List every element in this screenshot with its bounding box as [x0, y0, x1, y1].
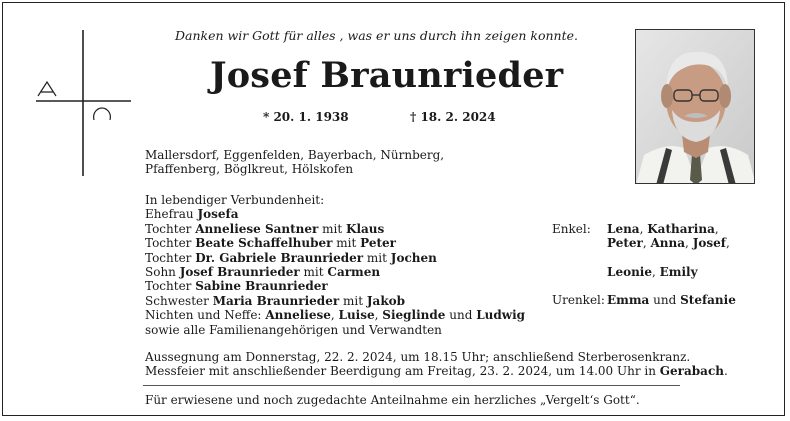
- great-grandchildren-label: Urenkel:: [552, 293, 605, 307]
- family-line-sister: Schwester Maria Braunrieder mit Jakob: [145, 293, 406, 308]
- grandchildren-line-1: Lena, Katharina,: [607, 222, 719, 236]
- motto: Danken wir Gott für alles , was er uns durch ihn zeigen konnte.: [175, 28, 579, 43]
- death-date: † 18. 2. 2024: [410, 110, 496, 124]
- family-list: [145, 193, 525, 337]
- family-intro: In lebendiger Verbundenheit:: [145, 193, 325, 207]
- omega-glyph: [94, 108, 111, 120]
- grandchildren-label: Enkel:: [552, 222, 591, 236]
- family-line-daughter-4: Tochter Sabine Braunrieder: [145, 279, 328, 294]
- portrait-photo: [635, 29, 755, 184]
- thanks-line: Für erwiesene und noch zugedachte Anteilnahme ein herzliches „Vergelt‘s Gott“.: [145, 393, 640, 407]
- family-line-son: Sohn Josef Braunrieder mit Carmen: [145, 265, 381, 280]
- family-line-daughter-2: Tochter Beate Schaffelhuber mit Peter: [145, 236, 397, 251]
- service-line-1: Aussegnung am Donnerstag, 22. 2. 2024, um 18.15 Uhr; anschließend Sterberosenkranz.: [145, 350, 691, 364]
- service-line-2: Messfeier mit anschließender Beerdigung am Freitag, 23. 2. 2024, um 14.00 Uhr in Gerabach.: [145, 364, 728, 378]
- places-line-2: Pfaffenberg, Böglkreut, Hölskofen: [145, 162, 354, 176]
- grandchildren-line-3: Leonie, Emily: [607, 265, 698, 279]
- family-line-wife: Ehefrau Josefa: [145, 207, 239, 222]
- great-grandchildren-names: Emma und Stefanie: [607, 293, 736, 307]
- deceased-name: Josef Braunrieder: [210, 55, 564, 96]
- places-line-1: Mallersdorf, Eggenfelden, Bayerbach, Nürnberg,: [145, 148, 445, 162]
- portrait-image: [636, 30, 755, 184]
- family-line-daughter-3: Tochter Dr. Gabriele Braunrieder mit Jochen: [145, 250, 437, 265]
- family-line-relatives: sowie alle Familienangehörigen und Verwandten: [145, 322, 442, 337]
- divider: [143, 385, 680, 386]
- family-line-daughter-1: Tochter Anneliese Santner mit Klaus: [145, 221, 385, 236]
- grandchildren-line-2: Peter, Anna, Josef,: [607, 236, 730, 250]
- alpha-glyph: [38, 82, 56, 96]
- birth-date: * 20. 1. 1938: [263, 110, 349, 124]
- cross-symbol: [28, 28, 138, 178]
- family-line-nieces-nephew: Nichten und Neffe: Anneliese, Luise, Sieglinde und Ludwig: [145, 308, 526, 323]
